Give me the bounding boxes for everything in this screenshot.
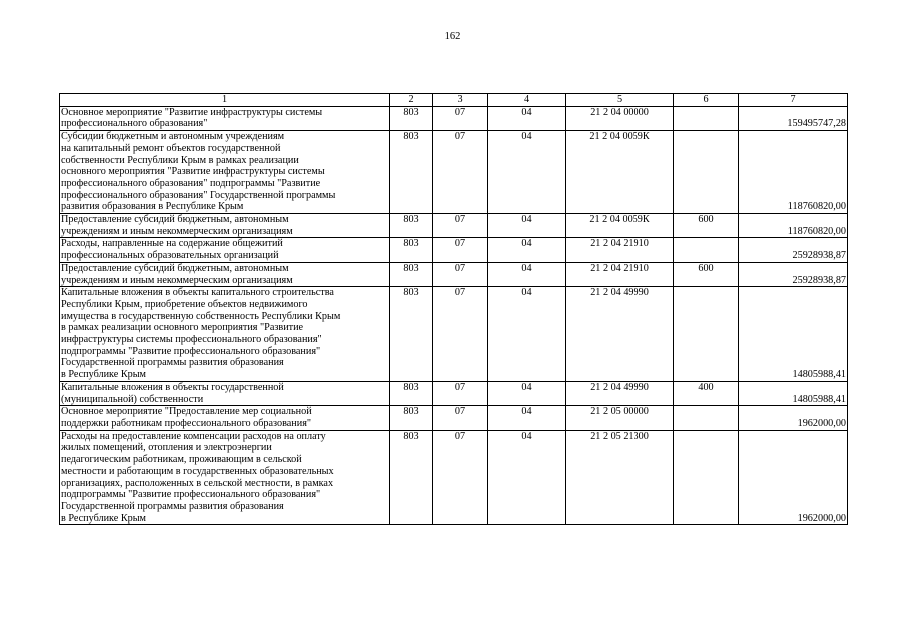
ministry-code: 803	[390, 262, 433, 286]
table-row	[60, 381, 848, 405]
ministry-code: 803	[390, 238, 433, 262]
amount: 118760820,00	[739, 131, 848, 214]
expense-name: Основное мероприятие "Предоставление мер социальной поддержки работникам профессионального образования"	[60, 406, 390, 430]
ministry-code: 803	[390, 430, 433, 525]
amount: 25928938,87	[739, 238, 848, 262]
ministry-code: 803	[390, 406, 433, 430]
subsection-code: 04	[488, 238, 566, 262]
table-row	[60, 287, 848, 382]
table-header-row	[60, 94, 848, 107]
amount: 159495747,28	[739, 106, 848, 130]
subsection-code: 04	[488, 287, 566, 382]
budget-table	[59, 93, 848, 525]
page-number: 162	[444, 31, 461, 42]
expense-type-code: 400	[674, 381, 739, 405]
section-code: 07	[433, 262, 488, 286]
table-row	[60, 214, 848, 238]
section-code: 07	[433, 238, 488, 262]
subsection-code: 04	[488, 214, 566, 238]
amount: 1962000,00	[739, 430, 848, 525]
expense-type-code	[674, 430, 739, 525]
expense-type-code	[674, 406, 739, 430]
column-header: 7	[739, 94, 848, 107]
ministry-code: 803	[390, 287, 433, 382]
target-article-code: 21 2 04 21910	[566, 238, 674, 262]
amount: 1962000,00	[739, 406, 848, 430]
table-row	[60, 406, 848, 430]
section-code: 07	[433, 131, 488, 214]
target-article-code: 21 2 05 00000	[566, 406, 674, 430]
ministry-code: 803	[390, 106, 433, 130]
subsection-code: 04	[488, 430, 566, 525]
amount: 25928938,87	[739, 262, 848, 286]
target-article-code: 21 2 04 49990	[566, 287, 674, 382]
subsection-code: 04	[488, 381, 566, 405]
target-article-code: 21 2 04 0059К	[566, 214, 674, 238]
table-row	[60, 262, 848, 286]
expense-type-code	[674, 106, 739, 130]
section-code: 07	[433, 381, 488, 405]
ministry-code: 803	[390, 381, 433, 405]
amount: 14805988,41	[739, 381, 848, 405]
column-header: 4	[488, 94, 566, 107]
column-header: 1	[60, 94, 390, 107]
subsection-code: 04	[488, 131, 566, 214]
expense-type-code	[674, 131, 739, 214]
column-header: 6	[674, 94, 739, 107]
expense-type-code	[674, 287, 739, 382]
expense-name: Основное мероприятие "Развитие инфраструктуры системы профессионального образования"	[60, 106, 390, 130]
table-row	[60, 106, 848, 130]
section-code: 07	[433, 406, 488, 430]
expense-name: Предоставление субсидий бюджетным, автономным учреждениям и иным некоммерческим организациям	[60, 262, 390, 286]
section-code: 07	[433, 106, 488, 130]
expense-name: Капитальные вложения в объекты государственной (муниципальной) собственности	[60, 381, 390, 405]
table-row	[60, 131, 848, 214]
expense-name: Предоставление субсидий бюджетным, автономным учреждениям и иным некоммерческим организациям	[60, 214, 390, 238]
expense-type-code: 600	[674, 214, 739, 238]
target-article-code: 21 2 04 21910	[566, 262, 674, 286]
table-row	[60, 238, 848, 262]
section-code: 07	[433, 214, 488, 238]
expense-name: Капитальные вложения в объекты капитального строительства Республики Крым, приобретение объектов недвижимого имущества в государственную собственность Республики Крым в рамках реализации основного мероприятия "Развитие инфраструктуры системы профессионального образования" подпрограммы "Развитие профессионального образования" Государственной программы развития образования в Республике Крым	[60, 287, 390, 382]
ministry-code: 803	[390, 131, 433, 214]
subsection-code: 04	[488, 406, 566, 430]
expense-type-code: 600	[674, 262, 739, 286]
subsection-code: 04	[488, 106, 566, 130]
target-article-code: 21 2 05 21300	[566, 430, 674, 525]
section-code: 07	[433, 287, 488, 382]
expense-name: Расходы, направленные на содержание общежитий профессиональных образовательных организаций	[60, 238, 390, 262]
ministry-code: 803	[390, 214, 433, 238]
target-article-code: 21 2 04 0059К	[566, 131, 674, 214]
amount: 118760820,00	[739, 214, 848, 238]
expense-type-code	[674, 238, 739, 262]
expense-name: Субсидии бюджетным и автономным учреждениям на капитальный ремонт объектов государственной собственности Республики Крым в рамках реализации основного мероприятия "Развитие инфраструктуры системы профессионального образования" подпрограммы "Развитие профессионального образования" Государственной программы развития образования в Республике Крым	[60, 131, 390, 214]
column-header: 5	[566, 94, 674, 107]
column-header: 3	[433, 94, 488, 107]
column-header: 2	[390, 94, 433, 107]
expense-name: Расходы на предоставление компенсации расходов на оплату жилых помещений, отопления и электроэнергии педагогическим работникам, проживающим в сельской местности и работающим в государственных образовательных организациях, расположенных в сельской местности, в рамках подпрограммы "Развитие профессионального образования" Государственной программы развития образования в Республике Крым	[60, 430, 390, 525]
target-article-code: 21 2 04 00000	[566, 106, 674, 130]
target-article-code: 21 2 04 49990	[566, 381, 674, 405]
table-row	[60, 430, 848, 525]
amount: 14805988,41	[739, 287, 848, 382]
section-code: 07	[433, 430, 488, 525]
subsection-code: 04	[488, 262, 566, 286]
